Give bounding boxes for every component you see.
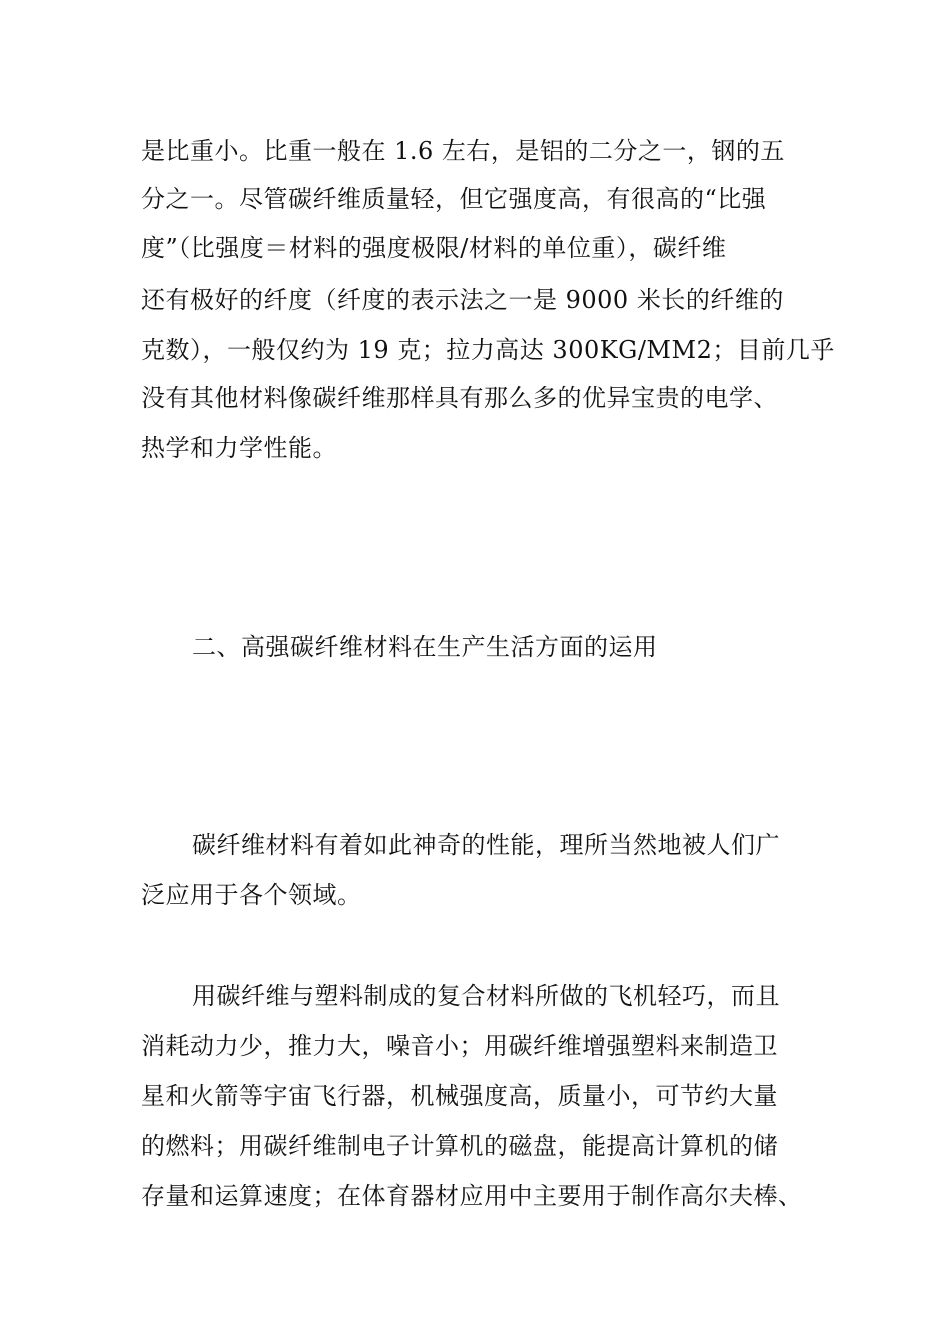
paragraph1-line-2: 分之一。尽管碳纤维质量轻，但它强度高，有很高的“比强 (141, 185, 767, 213)
section-heading: 二、高强碳纤维材料在生产生活方面的运用 (192, 633, 658, 661)
paragraph1-line-6: 没有其他材料像碳纤维那样具有那么多的优异宝贵的电学、 (141, 384, 778, 412)
paragraph1-line-3: 度”（比强度＝材料的强度极限/材料的单位重），碳纤维 (141, 234, 727, 262)
paragraph2-line-2: 泛应用于各个领域。 (141, 881, 362, 909)
paragraph3-line-1: 用碳纤维与塑料制成的复合材料所做的飞机轻巧，而且 (192, 982, 780, 1010)
paragraph1-line-7: 热学和力学性能。 (141, 434, 337, 462)
paragraph1-line-5: 克数），一般仅约为 19 克；拉力高达 300KG/MM2；目前几乎 (141, 336, 835, 364)
paragraph1-line-4: 还有极好的纤度（纤度的表示法之一是 9000 米长的纤维的 (141, 286, 784, 314)
paragraph2-line-1: 碳纤维材料有着如此神奇的性能，理所当然地被人们广 (192, 831, 780, 859)
paragraph3-line-3: 星和火箭等宇宙飞行器，机械强度高，质量小，可节约大量 (141, 1082, 778, 1110)
paragraph1-line-1: 是比重小。比重一般在 1.6 左右，是铝的二分之一，钢的五 (141, 137, 785, 165)
paragraph3-line-5: 存量和运算速度；在体育器材应用中主要用于制作高尔夫棒、 (141, 1182, 803, 1210)
paragraph3-line-2: 消耗动力少，推力大，噪音小；用碳纤维增强塑料来制造卫 (141, 1032, 778, 1060)
paragraph3-line-4: 的燃料；用碳纤维制电子计算机的磁盘，能提高计算机的储 (141, 1132, 778, 1160)
